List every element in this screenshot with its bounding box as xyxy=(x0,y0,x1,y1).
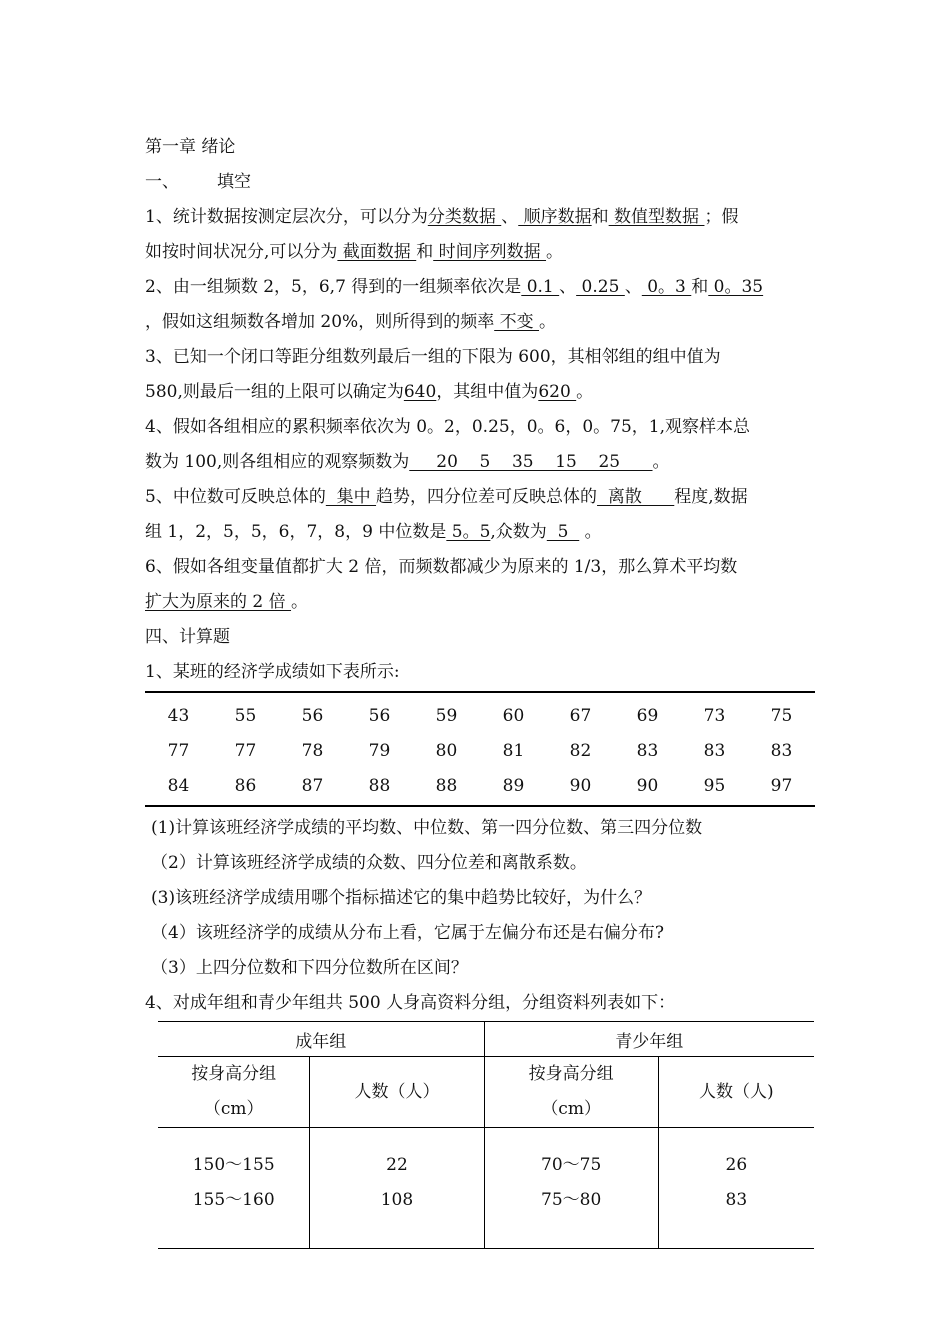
score-cell: 55 xyxy=(234,705,257,726)
q3-text: ，其组中值为 xyxy=(436,382,539,402)
section-number: 一、 xyxy=(145,172,179,192)
section-title: 填空 xyxy=(217,172,251,192)
q2-answer-5: 不变 xyxy=(494,312,540,332)
q1-line1 xyxy=(145,200,815,235)
q2-answer-3: 0。3 xyxy=(641,277,692,297)
calc1-question: （4）该班经济学的成绩从分布上看，它属于左偏分布还是右偏分布? xyxy=(151,923,664,943)
q1-sep: 和 xyxy=(591,207,609,227)
table-cell: 70～75 xyxy=(541,1155,602,1175)
q1-text: 如按时间状况分,可以分为 xyxy=(145,242,338,262)
q4-answer: 20 5 35 15 25 xyxy=(409,452,653,472)
q5-text: 趋势，四分位差可反映总体的 xyxy=(376,487,598,507)
col-height-group-adult xyxy=(158,1057,310,1128)
score-cell: 90 xyxy=(569,775,592,796)
q4-line1: 4、假如各组相应的累积频率依次为 0。2，0.25，0。6，0。75，1,观察样本总 xyxy=(145,417,751,437)
col-unit: （cm） xyxy=(541,1099,601,1119)
q2-answer-1: 0.1 xyxy=(521,277,560,297)
q4-line2 xyxy=(145,445,815,480)
q5-text: 组 1，2，5，5，6，7，8，9 中位数是 xyxy=(145,522,447,542)
q2-line1 xyxy=(145,270,815,305)
calc1-questions xyxy=(145,811,815,986)
group-adult-header: 成年组 xyxy=(158,1022,484,1057)
calc1-question: (1)计算该班经济学成绩的平均数、中位数、第一四分位数、第三四分位数 xyxy=(151,818,703,838)
score-cell: 86 xyxy=(234,775,257,796)
document-page xyxy=(145,130,815,1249)
section-heading-calc: 四、计算题 xyxy=(145,627,230,647)
q2-sep: 、 xyxy=(559,277,577,297)
height-table xyxy=(158,1021,814,1249)
score-cell: 69 xyxy=(636,705,659,726)
col-count-adult: 人数（人） xyxy=(310,1057,484,1128)
q5-answer-3: 5。5 xyxy=(446,522,491,542)
table-cell: 108 xyxy=(380,1190,414,1210)
score-cell: 56 xyxy=(301,705,324,726)
adult-ranges xyxy=(158,1128,310,1249)
score-cell: 56 xyxy=(368,705,391,726)
q1-text: 1、统计数据按测定层次分，可以分为 xyxy=(145,207,428,227)
q1-answer-3: 数值型数据 xyxy=(608,207,705,227)
table-cell: 75～80 xyxy=(541,1190,602,1210)
calc1-question: （3）上四分位数和下四分位数所在区间？ xyxy=(151,958,468,978)
score-cell: 43 xyxy=(167,705,190,726)
q5-answer-1: 集中 xyxy=(325,487,377,507)
table-cell: 83 xyxy=(725,1190,748,1210)
score-cell: 82 xyxy=(569,740,592,761)
calc1-question: (3)该班经济学成绩用哪个指标描述它的集中趋势比较好，为什么？ xyxy=(151,888,652,908)
score-cell: 73 xyxy=(703,705,726,726)
calc4-title: 4、对成年组和青少年组共 500 人身高资料分组，分组资料列表如下： xyxy=(145,993,676,1013)
q6-end: 。 xyxy=(291,592,309,612)
q3-answer-1: 640 xyxy=(403,382,437,402)
col-count-youth: 人数（人) xyxy=(658,1057,814,1128)
q2-line2 xyxy=(145,305,815,340)
score-cell: 77 xyxy=(234,740,257,761)
score-cell: 81 xyxy=(502,740,525,761)
q2-sep: 、 xyxy=(624,277,642,297)
q1-end: 。 xyxy=(546,242,564,262)
q5-answer-4: 5 xyxy=(546,522,580,542)
score-cell: 83 xyxy=(703,740,726,761)
q6-line1 xyxy=(145,550,815,585)
q1-sep: 和 xyxy=(416,242,434,262)
table-row xyxy=(145,733,815,768)
q1-answer-5: 时间序列数据 xyxy=(433,242,547,262)
score-cell: 97 xyxy=(770,775,793,796)
table-cell: 26 xyxy=(725,1155,748,1175)
q3-line1: 3、已知一个闭口等距分组数列最后一组的下限为 600，其相邻组的组中值为 xyxy=(145,347,721,367)
score-cell: 83 xyxy=(636,740,659,761)
q1-text: ；假 xyxy=(704,207,739,227)
score-cell: 60 xyxy=(502,705,525,726)
q5-end: 。 xyxy=(579,522,602,542)
score-cell: 59 xyxy=(435,705,458,726)
col-label: 按身高分组 xyxy=(191,1064,277,1084)
scores-table xyxy=(145,691,815,807)
score-cell: 83 xyxy=(770,740,793,761)
table-cell: 150～155 xyxy=(192,1155,275,1175)
q5-text: 程度,数据 xyxy=(674,487,748,507)
q2-answer-4: 0。35 xyxy=(708,277,764,297)
q3-text: 580,则最后一组的上限可以确定为 xyxy=(145,382,404,402)
q2-text: 2、由一组频数 2，5，6,7 得到的一组频率依次是 xyxy=(145,277,522,297)
col-unit: （cm） xyxy=(203,1099,264,1119)
q6-text: 6、假如各组变量值都扩大 2 倍，而频数都减少为原来的 1/3，那么算术平均数 xyxy=(145,557,738,577)
score-cell: 80 xyxy=(435,740,458,761)
calc1-title: 1、某班的经济学成绩如下表所示: xyxy=(145,662,400,682)
table-cell: 22 xyxy=(386,1155,408,1175)
table-cell: 155～160 xyxy=(192,1190,275,1210)
col-height-group-youth xyxy=(484,1057,658,1128)
table-row xyxy=(145,768,815,806)
group-youth-header: 青少年组 xyxy=(484,1022,814,1057)
q4-text: 数为 100,则各组相应的观察频数为 xyxy=(145,452,410,472)
q1-answer-4: 截面数据 xyxy=(337,242,417,262)
q1-answer-2: 顺序数据 xyxy=(518,207,592,227)
q5-line2 xyxy=(145,515,815,550)
q2-text: ，假如这组频数各增加 20%，则所得到的频率 xyxy=(145,312,495,332)
score-cell: 88 xyxy=(435,775,458,796)
col-label: 按身高分组 xyxy=(528,1064,614,1084)
section-heading-fill xyxy=(145,165,815,200)
youth-ranges xyxy=(484,1128,658,1249)
q3-answer-2: 620 xyxy=(538,382,577,402)
score-cell: 88 xyxy=(368,775,391,796)
q3-end: 。 xyxy=(576,382,594,402)
q1-line2 xyxy=(145,235,815,270)
score-cell: 67 xyxy=(569,705,592,726)
score-cell: 95 xyxy=(703,775,726,796)
q6-line2 xyxy=(145,585,815,620)
score-cell: 84 xyxy=(167,775,190,796)
q1-sep: 、 xyxy=(501,207,519,227)
q5-text: 5、中位数可反映总体的 xyxy=(145,487,326,507)
q2-end: 。 xyxy=(539,312,557,332)
q1-answer-1: 分类数据 xyxy=(427,207,502,227)
q3-line2 xyxy=(145,375,815,410)
q5-line1 xyxy=(145,480,815,515)
score-cell: 78 xyxy=(301,740,324,761)
score-cell: 77 xyxy=(167,740,190,761)
q4-end: 。 xyxy=(652,452,670,472)
q5-answer-2: 离散 xyxy=(597,487,675,507)
score-cell: 89 xyxy=(502,775,525,796)
calc1-question: （2）计算该班经济学成绩的众数、四分位差和离散系数。 xyxy=(151,853,587,873)
adult-counts xyxy=(310,1128,484,1249)
score-cell: 90 xyxy=(636,775,659,796)
q2-answer-2: 0.25 xyxy=(576,277,625,297)
score-cell: 87 xyxy=(301,775,324,796)
score-cell: 75 xyxy=(770,705,793,726)
chapter-title: 第一章 绪论 xyxy=(145,137,236,157)
q6-answer: 扩大为原来的 2 倍 xyxy=(145,592,292,612)
table-row xyxy=(145,692,815,733)
score-cell: 79 xyxy=(368,740,391,761)
q2-sep: 和 xyxy=(691,277,709,297)
q5-text: ,众数为 xyxy=(490,522,547,542)
youth-counts xyxy=(658,1128,814,1249)
